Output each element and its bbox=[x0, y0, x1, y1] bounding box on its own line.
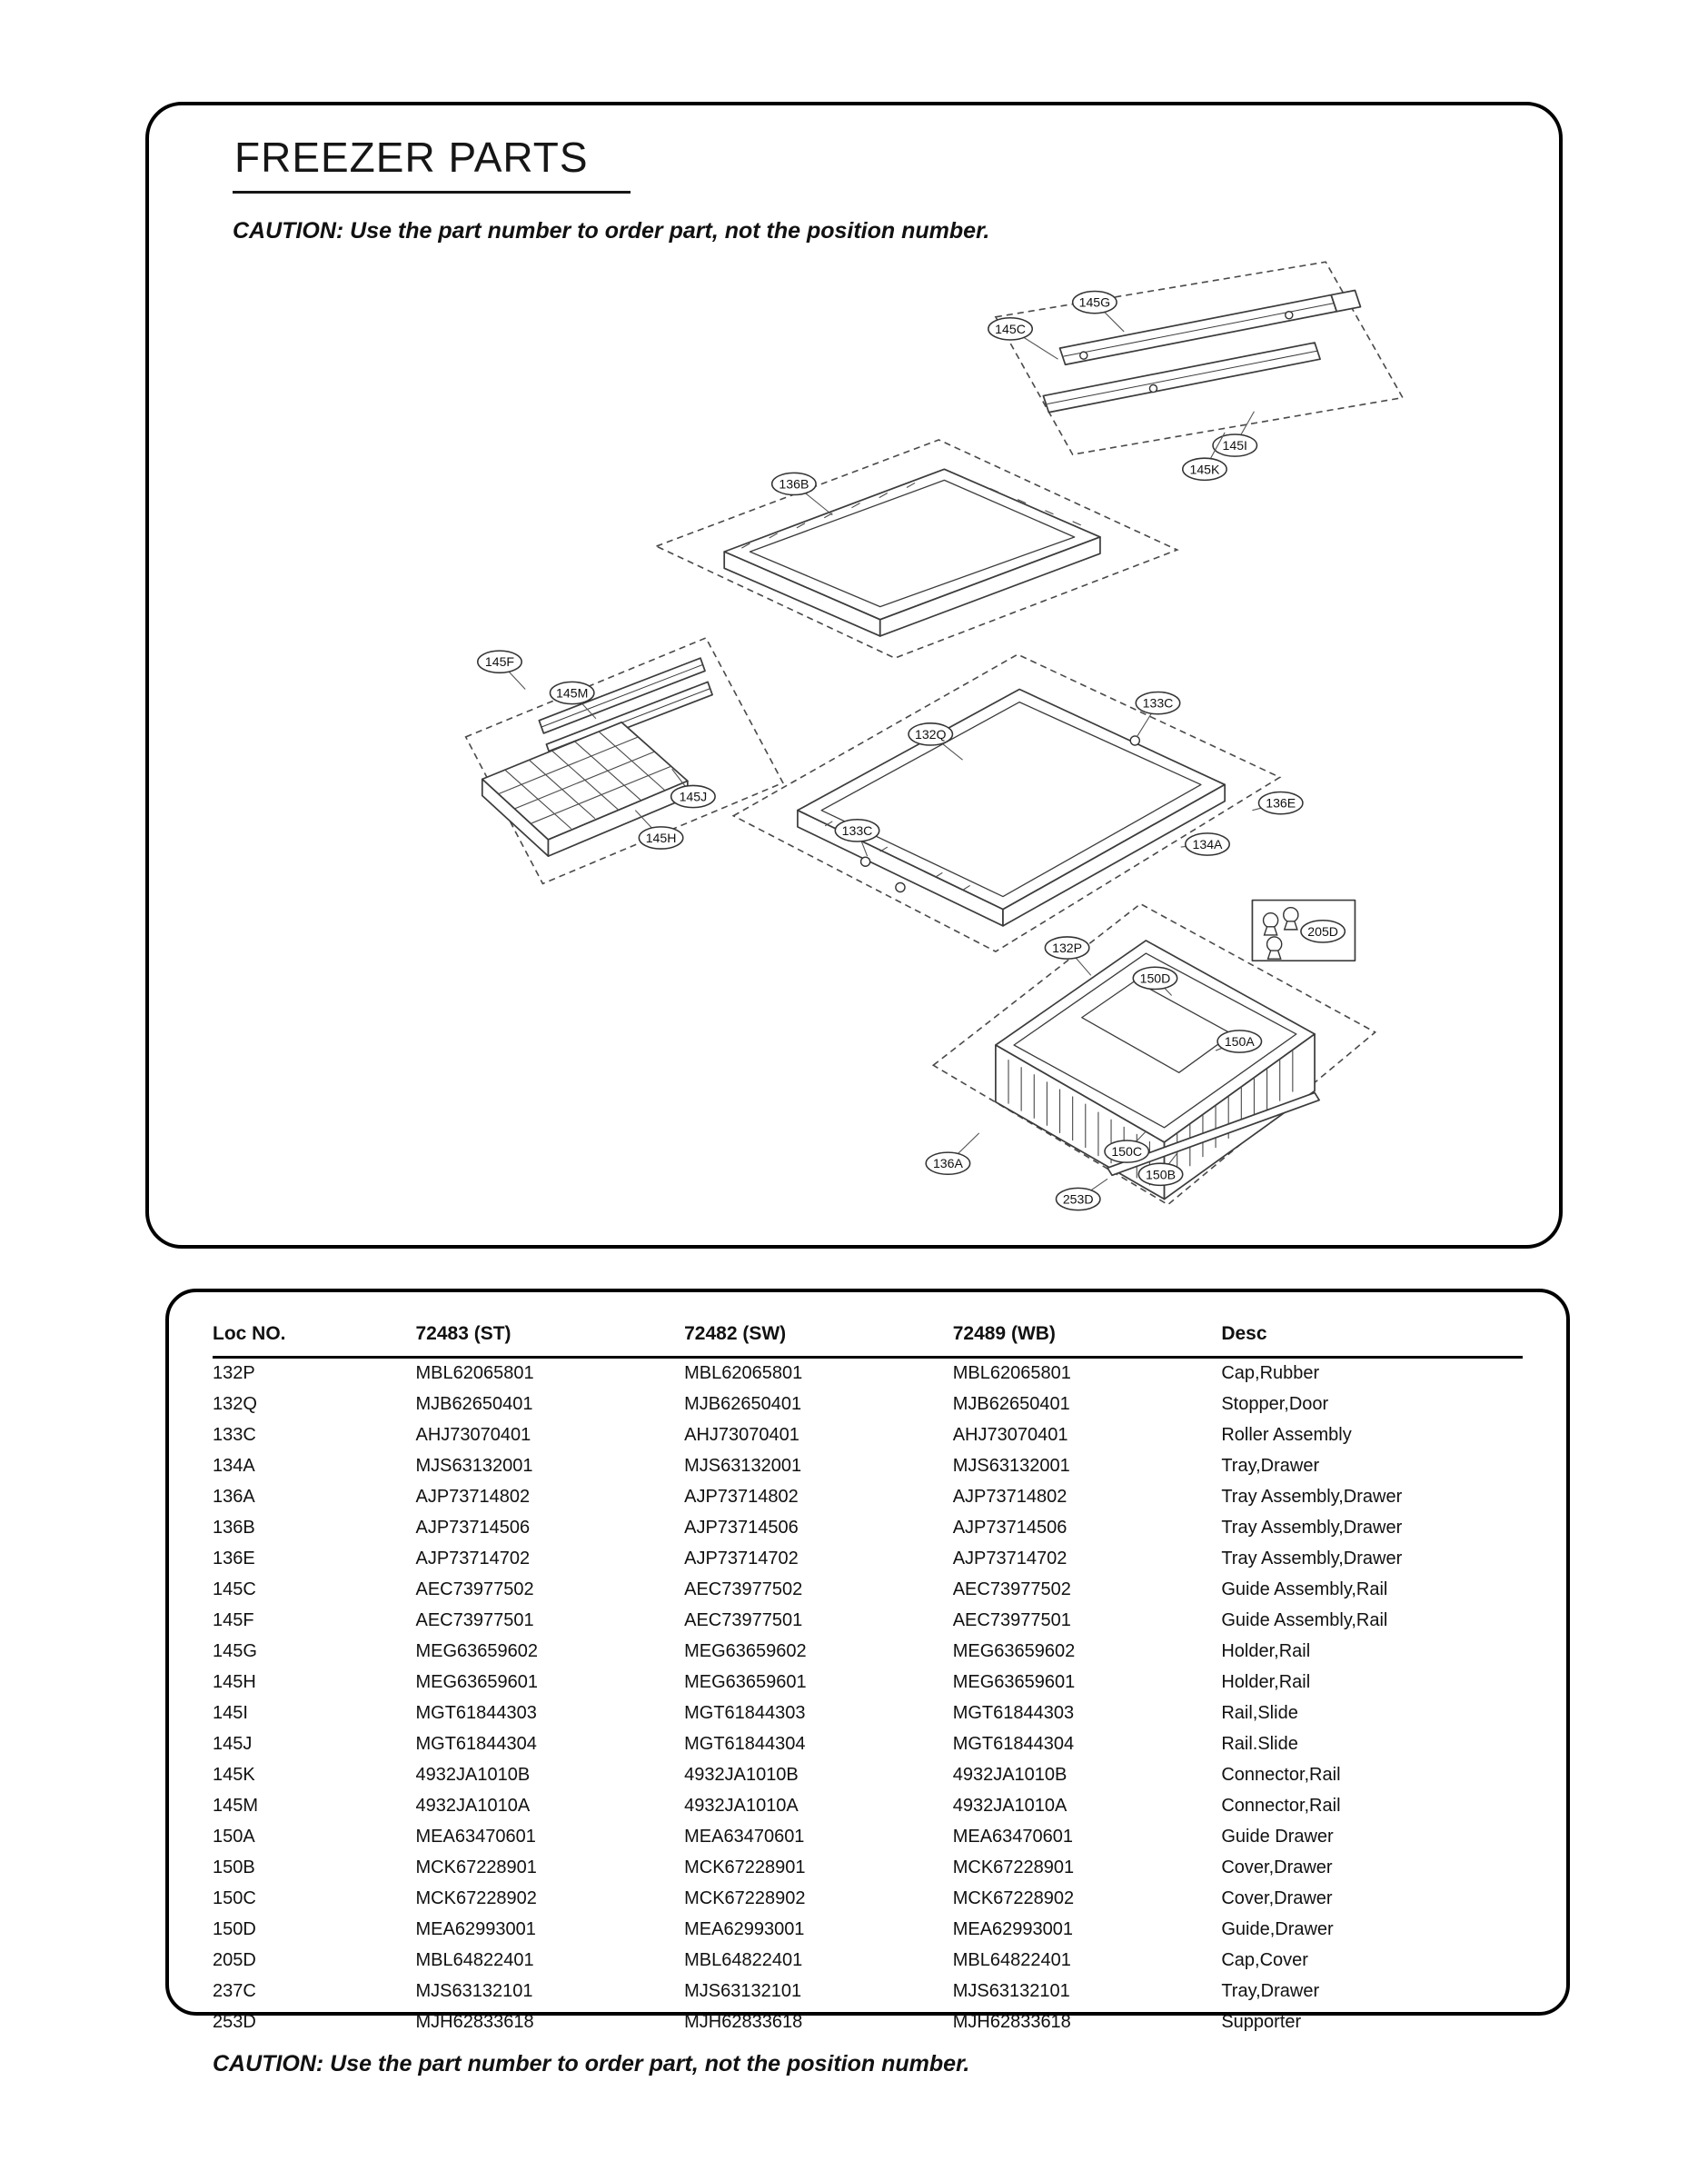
tray-center-group bbox=[733, 654, 1279, 951]
callout-label: 253D bbox=[1062, 1191, 1094, 1207]
callout-label: 145K bbox=[1189, 462, 1220, 477]
table-row bbox=[213, 1513, 1523, 1544]
table-row bbox=[213, 1544, 1523, 1575]
table-row bbox=[213, 1822, 1523, 1853]
parts-table bbox=[213, 1316, 1523, 2038]
table-row bbox=[213, 1915, 1523, 1946]
callout-label: 150A bbox=[1224, 1034, 1255, 1050]
part-number-st: MEG63659602 bbox=[415, 1641, 539, 1661]
part-number-st: MGT61844304 bbox=[415, 1734, 537, 1754]
screw bbox=[1080, 352, 1087, 359]
part-number-wb: MEA63470601 bbox=[952, 1827, 1074, 1847]
part-number-sw: MBL64822401 bbox=[684, 1950, 803, 1970]
callout-136B bbox=[772, 473, 833, 514]
table-row bbox=[213, 1668, 1523, 1698]
part-number-sw: MBL62065801 bbox=[684, 1363, 803, 1383]
diagram-canvas bbox=[402, 258, 1410, 1225]
table-row bbox=[213, 1977, 1523, 2007]
table-row bbox=[213, 1389, 1523, 1420]
part-number-wb: MGT61844303 bbox=[952, 1703, 1075, 1723]
description: Roller Assembly bbox=[1221, 1425, 1352, 1445]
part-number-st: MEG63659601 bbox=[415, 1672, 539, 1692]
loc-no: 132P bbox=[213, 1363, 255, 1383]
part-number-st: AEC73977501 bbox=[415, 1610, 534, 1630]
part-number-wb: AEC73977502 bbox=[952, 1579, 1071, 1599]
cap-icon bbox=[1267, 937, 1282, 951]
part-number-st: MJS63132101 bbox=[415, 1981, 533, 2001]
callout-label: 145C bbox=[995, 321, 1026, 336]
description: Connector,Rail bbox=[1221, 1765, 1341, 1785]
loc-no: 136B bbox=[213, 1518, 255, 1538]
callout-label: 145I bbox=[1222, 438, 1247, 453]
callout-label: 205D bbox=[1307, 923, 1339, 939]
parts-table-header bbox=[213, 1316, 1523, 1358]
part-number-st: MCK67228901 bbox=[415, 1857, 537, 1877]
column-header-3: 72489 (WB) bbox=[953, 1316, 1222, 1358]
roller bbox=[1130, 736, 1139, 745]
part-number-st: MJH62833618 bbox=[415, 2012, 534, 2032]
part-number-st: 4932JA1010B bbox=[415, 1765, 531, 1785]
table-row bbox=[213, 1698, 1523, 1729]
loc-no: 136E bbox=[213, 1549, 255, 1569]
part-number-wb: 4932JA1010B bbox=[952, 1765, 1068, 1785]
part-number-wb: AJP73714702 bbox=[952, 1549, 1068, 1569]
part-number-sw: MCK67228902 bbox=[684, 1888, 806, 1908]
exploded-diagram bbox=[402, 258, 1410, 1225]
callout-133C bbox=[1136, 692, 1179, 737]
parts-table-panel bbox=[165, 1289, 1570, 2076]
rail-assembly-left-group bbox=[466, 638, 783, 883]
part-number-sw: MJH62833618 bbox=[684, 2012, 803, 2032]
part-number-st: 4932JA1010A bbox=[415, 1796, 531, 1816]
caution-bottom: CAUTION: Use the part number to order part, not the position number. bbox=[213, 2051, 970, 2076]
loc-no: 145G bbox=[213, 1641, 257, 1661]
part-number-sw: MJS63132001 bbox=[684, 1456, 802, 1476]
part-number-sw: MEG63659602 bbox=[684, 1641, 807, 1661]
column-header-0: Loc NO. bbox=[213, 1316, 416, 1358]
loc-no: 145H bbox=[213, 1672, 256, 1692]
description: Supporter bbox=[1221, 2012, 1302, 2032]
part-number-sw: 4932JA1010B bbox=[684, 1765, 799, 1785]
table-row bbox=[213, 1451, 1523, 1482]
table-row bbox=[213, 1946, 1523, 1977]
part-number-wb: AHJ73070401 bbox=[952, 1425, 1068, 1445]
part-number-sw: MEA62993001 bbox=[684, 1919, 805, 1939]
callout-label: 145J bbox=[679, 789, 708, 804]
loc-no: 150C bbox=[213, 1888, 256, 1908]
part-number-wb: MJS63132001 bbox=[952, 1456, 1070, 1476]
part-number-st: MGT61844303 bbox=[415, 1703, 537, 1723]
cap-stem bbox=[1268, 951, 1281, 959]
part-number-wb: AJP73714506 bbox=[952, 1518, 1068, 1538]
loc-no: 150B bbox=[213, 1857, 255, 1877]
loc-no: 132Q bbox=[213, 1394, 257, 1414]
part-number-st: AHJ73070401 bbox=[415, 1425, 531, 1445]
part-number-st: MJB62650401 bbox=[415, 1394, 533, 1414]
part-number-wb: MBL62065801 bbox=[952, 1363, 1071, 1383]
part-number-sw: AEC73977502 bbox=[684, 1579, 803, 1599]
cap-icon bbox=[1264, 913, 1278, 928]
column-header-2: 72482 (SW) bbox=[684, 1316, 953, 1358]
part-number-st: AEC73977502 bbox=[415, 1579, 534, 1599]
part-number-sw: 4932JA1010A bbox=[684, 1796, 799, 1816]
description: Tray Assembly,Drawer bbox=[1221, 1549, 1403, 1569]
page-title: FREEZER PARTS bbox=[233, 133, 631, 194]
loc-no: 145I bbox=[213, 1703, 248, 1723]
callout-label: 145M bbox=[556, 685, 589, 701]
rail-connector bbox=[1331, 291, 1360, 312]
description: Tray Assembly,Drawer bbox=[1221, 1518, 1403, 1538]
part-number-sw: MEA63470601 bbox=[684, 1827, 805, 1847]
callout-132P bbox=[1045, 937, 1090, 975]
loc-no: 253D bbox=[213, 2012, 256, 2032]
callout-label: 132Q bbox=[914, 726, 947, 742]
loc-no: 145M bbox=[213, 1796, 259, 1816]
description: Guide Assembly,Rail bbox=[1221, 1579, 1388, 1599]
part-number-wb: MBL64822401 bbox=[952, 1950, 1071, 1970]
description: Holder,Rail bbox=[1221, 1641, 1311, 1661]
callout-label: 145H bbox=[645, 831, 677, 845]
part-number-sw: MCK67228901 bbox=[684, 1857, 806, 1877]
part-number-wb: MGT61844304 bbox=[952, 1734, 1075, 1754]
part-number-sw: AHJ73070401 bbox=[684, 1425, 799, 1445]
part-number-wb: MJB62650401 bbox=[952, 1394, 1070, 1414]
roller-screw bbox=[896, 882, 905, 891]
loc-no: 145F bbox=[213, 1610, 254, 1630]
description: Rail,Slide bbox=[1221, 1703, 1298, 1723]
roller-screw bbox=[861, 857, 870, 866]
loc-no: 134A bbox=[213, 1456, 255, 1476]
callout-134A bbox=[1181, 833, 1229, 855]
loc-no: 133C bbox=[213, 1425, 256, 1445]
callout-label: 134A bbox=[1192, 837, 1223, 852]
caution-top: CAUTION: Use the part number to order part, not the position number. bbox=[233, 218, 990, 244]
callout-136A bbox=[926, 1133, 979, 1174]
parts-table-body bbox=[213, 1358, 1523, 2039]
description: Tray,Drawer bbox=[1221, 1456, 1320, 1476]
part-number-sw: AJP73714802 bbox=[684, 1487, 799, 1507]
callout-label: 150C bbox=[1111, 1144, 1143, 1160]
table-row bbox=[213, 2007, 1523, 2038]
table-row bbox=[213, 1853, 1523, 1884]
part-number-st: MEA62993001 bbox=[415, 1919, 536, 1939]
table-row bbox=[213, 1575, 1523, 1606]
callout-label: 132P bbox=[1052, 941, 1083, 956]
table-row bbox=[213, 1420, 1523, 1451]
part-number-wb: MEA62993001 bbox=[952, 1919, 1074, 1939]
description: Cover,Drawer bbox=[1221, 1857, 1333, 1877]
part-number-wb: 4932JA1010A bbox=[952, 1796, 1068, 1816]
part-number-sw: AJP73714702 bbox=[684, 1549, 799, 1569]
callout-label: 136E bbox=[1266, 795, 1296, 811]
table-row bbox=[213, 1729, 1523, 1760]
cap-icon bbox=[1284, 908, 1298, 922]
part-number-sw: MGT61844304 bbox=[684, 1734, 806, 1754]
table-row bbox=[213, 1884, 1523, 1915]
table-row bbox=[213, 1358, 1523, 1390]
part-number-sw: MJB62650401 bbox=[684, 1394, 802, 1414]
tray-136B-group bbox=[657, 440, 1177, 658]
part-number-st: MEA63470601 bbox=[415, 1827, 536, 1847]
callout-205D bbox=[1301, 921, 1345, 942]
part-number-st: MBL62065801 bbox=[415, 1363, 534, 1383]
description: Connector,Rail bbox=[1221, 1796, 1341, 1816]
part-number-wb: MEG63659602 bbox=[952, 1641, 1076, 1661]
part-number-wb: MCK67228902 bbox=[952, 1888, 1075, 1908]
part-number-sw: MJS63132101 bbox=[684, 1981, 802, 2001]
part-number-wb: MCK67228901 bbox=[952, 1857, 1075, 1877]
part-number-st: MJS63132001 bbox=[415, 1456, 533, 1476]
callout-145C bbox=[988, 318, 1058, 359]
part-number-sw: MEG63659601 bbox=[684, 1672, 807, 1692]
callout-label: 145F bbox=[484, 654, 515, 670]
table-row bbox=[213, 1637, 1523, 1668]
part-number-st: MCK67228902 bbox=[415, 1888, 537, 1908]
part-number-wb: MEG63659601 bbox=[952, 1672, 1076, 1692]
part-number-sw: AEC73977501 bbox=[684, 1610, 803, 1630]
table-row bbox=[213, 1606, 1523, 1637]
description: Stopper,Door bbox=[1221, 1394, 1329, 1414]
part-number-sw: AJP73714506 bbox=[684, 1518, 799, 1538]
part-number-st: AJP73714702 bbox=[415, 1549, 531, 1569]
callout-145F bbox=[478, 651, 525, 689]
part-number-wb: MJS63132101 bbox=[952, 1981, 1070, 2001]
part-number-wb: MJH62833618 bbox=[952, 2012, 1071, 2032]
callout-label: 133C bbox=[1142, 695, 1174, 711]
description: Guide Drawer bbox=[1221, 1827, 1334, 1847]
part-number-wb: AJP73714802 bbox=[952, 1487, 1068, 1507]
callout-label: 145G bbox=[1078, 294, 1111, 310]
loc-no: 150A bbox=[213, 1827, 255, 1847]
header-row bbox=[213, 1316, 1523, 1358]
screw bbox=[1149, 384, 1157, 392]
table-row bbox=[213, 1482, 1523, 1513]
loc-no: 145J bbox=[213, 1734, 253, 1754]
loc-no: 136A bbox=[213, 1487, 255, 1507]
callout-label: 150B bbox=[1146, 1167, 1177, 1182]
part-number-wb: AEC73977501 bbox=[952, 1610, 1071, 1630]
description: Tray Assembly,Drawer bbox=[1221, 1487, 1403, 1507]
column-header-1: 72483 (ST) bbox=[416, 1316, 685, 1358]
table-row bbox=[213, 1791, 1523, 1822]
cap-stem bbox=[1285, 921, 1297, 930]
callout-label: 150D bbox=[1139, 971, 1171, 986]
cap-stem bbox=[1265, 927, 1277, 935]
table-row bbox=[213, 1760, 1523, 1791]
loc-no: 205D bbox=[213, 1950, 256, 1970]
part-number-st: AJP73714506 bbox=[415, 1518, 531, 1538]
callout-253D bbox=[1056, 1179, 1107, 1210]
callout-label: 136B bbox=[779, 476, 809, 492]
description: Rail.Slide bbox=[1221, 1734, 1298, 1754]
column-header-4: Desc bbox=[1221, 1316, 1523, 1358]
loc-no: 145K bbox=[213, 1765, 255, 1785]
part-number-st: AJP73714802 bbox=[415, 1487, 531, 1507]
callout-label: 136A bbox=[932, 1156, 963, 1171]
diagram-panel bbox=[145, 102, 1563, 1249]
callout-label: 133C bbox=[841, 822, 873, 838]
callout-150A bbox=[1216, 1031, 1261, 1052]
description: Guide Assembly,Rail bbox=[1221, 1610, 1388, 1630]
screw bbox=[1286, 312, 1293, 319]
description: Holder,Rail bbox=[1221, 1672, 1311, 1692]
part-number-st: MBL64822401 bbox=[415, 1950, 534, 1970]
description: Cap,Cover bbox=[1221, 1950, 1308, 1970]
description: Guide,Drawer bbox=[1221, 1919, 1334, 1939]
description: Tray,Drawer bbox=[1221, 1981, 1320, 2001]
loc-no: 145C bbox=[213, 1579, 256, 1599]
description: Cap,Rubber bbox=[1221, 1363, 1320, 1383]
loc-no: 150D bbox=[213, 1919, 256, 1939]
description: Cover,Drawer bbox=[1221, 1888, 1333, 1908]
loc-no: 237C bbox=[213, 1981, 256, 2001]
callout-136E bbox=[1252, 792, 1303, 814]
callout-145I bbox=[1213, 412, 1256, 456]
part-number-sw: MGT61844303 bbox=[684, 1703, 806, 1723]
